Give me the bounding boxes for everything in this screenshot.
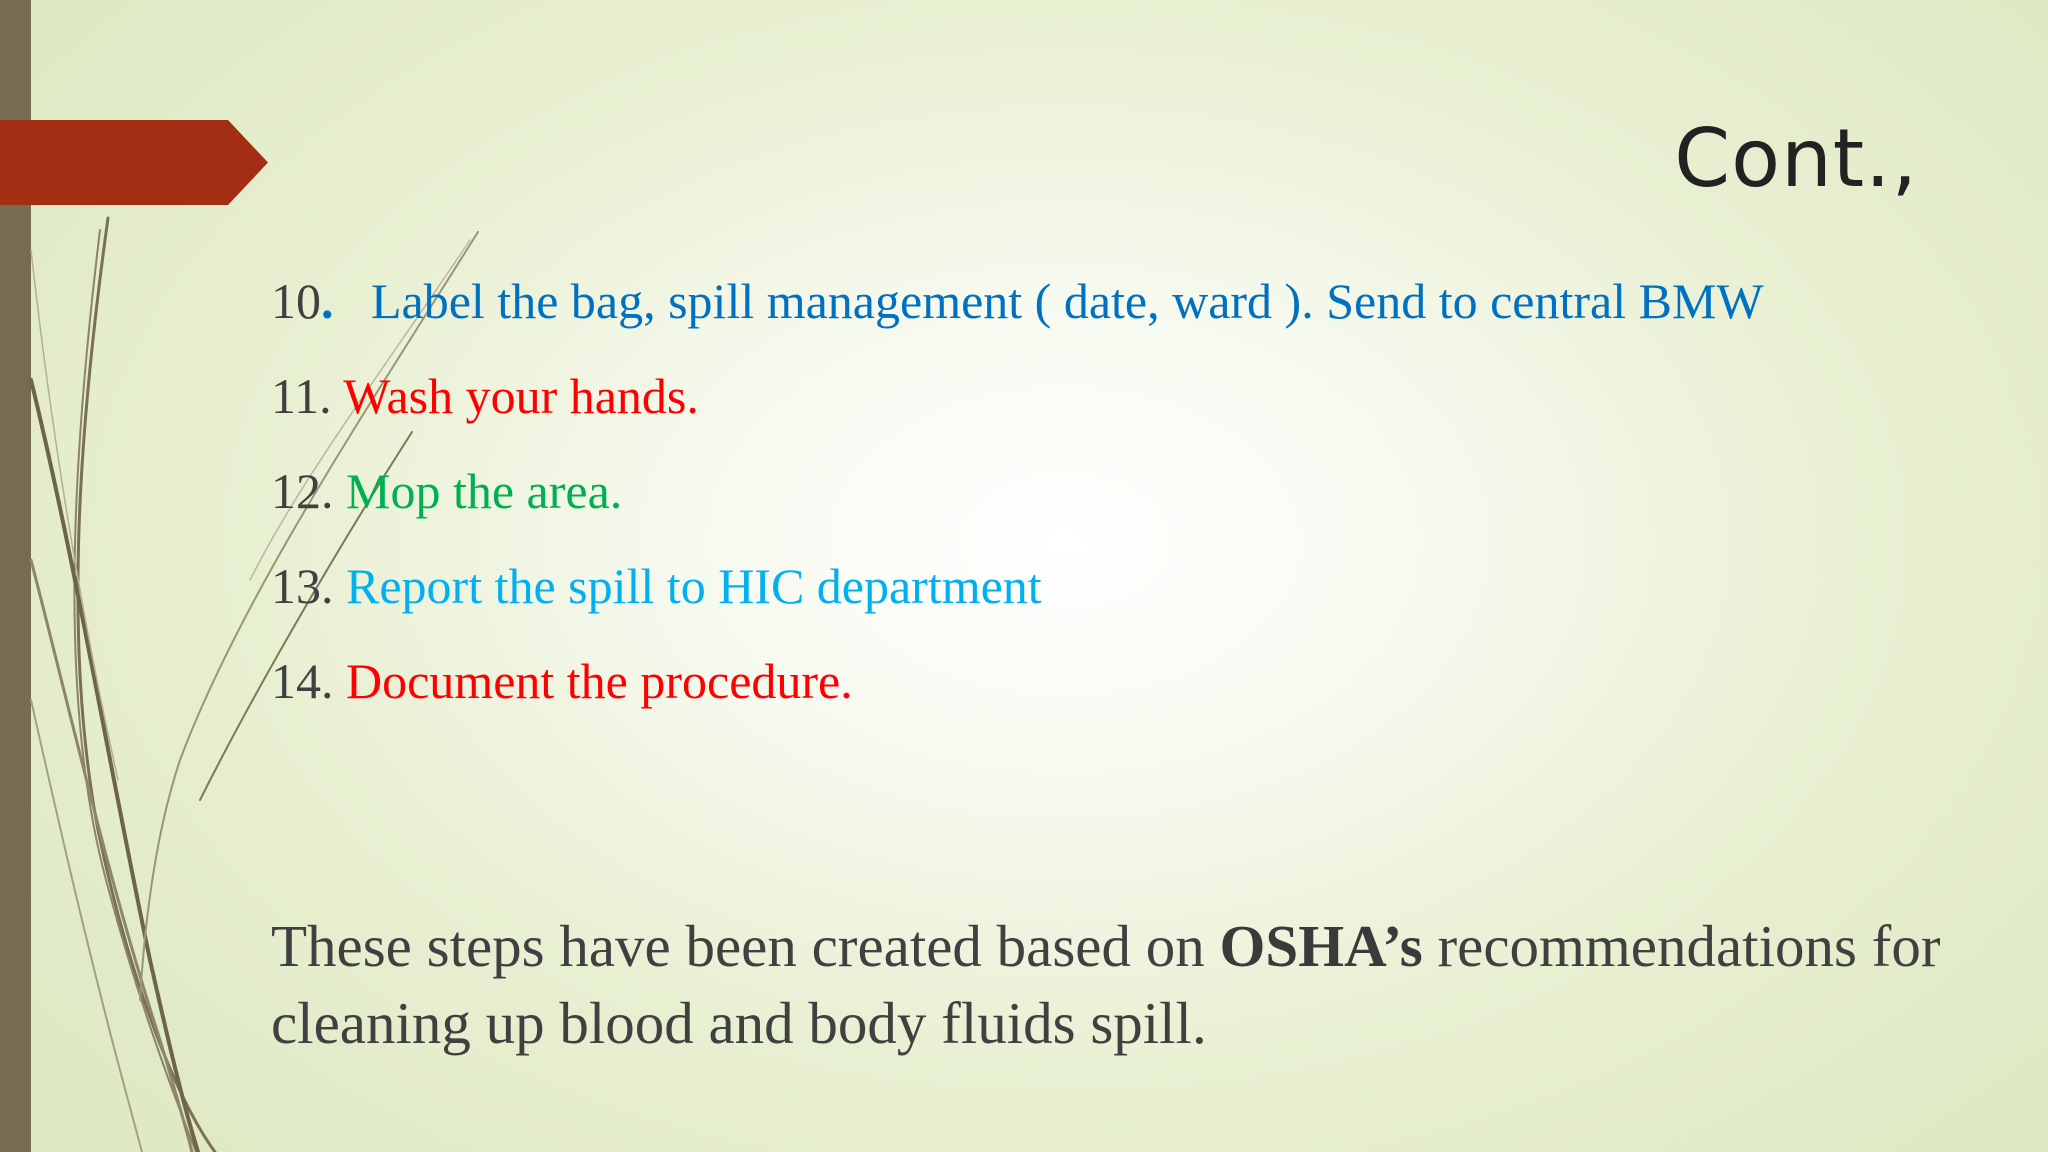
step-separator: . — [321, 463, 334, 519]
step-text: Mop the area. — [333, 463, 623, 519]
step-item — [271, 646, 1831, 716]
step-text: Report the spill to HIC department — [333, 558, 1042, 614]
step-number: 13 — [271, 558, 321, 614]
step-number: 14 — [271, 653, 321, 709]
step-item — [271, 456, 1831, 526]
step-separator: . — [319, 368, 332, 424]
slide-title: Cont., — [1674, 112, 1918, 205]
step-number: 11 — [271, 368, 320, 424]
step-text: Label the bag, spill management ( date, ward ). Send to central BMW — [333, 273, 1764, 329]
osha-note — [271, 908, 1971, 1062]
note-prefix: These steps have been created based on — [271, 913, 1220, 979]
note-emphasis: OSHA’s — [1219, 913, 1423, 979]
steps-list — [271, 266, 1831, 741]
note-suffix: recommendations for cleaning up blood and body fluids spill. — [271, 913, 1956, 1056]
step-number: 12 — [271, 463, 321, 519]
step-separator: . — [321, 558, 334, 614]
step-number: 10 — [271, 273, 321, 329]
step-separator: . — [321, 653, 334, 709]
step-item — [271, 551, 1831, 621]
step-item — [271, 361, 1831, 431]
step-text: Wash your hands. — [331, 368, 699, 424]
title-arrow-shape — [0, 120, 268, 205]
step-item — [271, 266, 1831, 336]
step-text: Document the procedure. — [333, 653, 853, 709]
step-separator: . — [321, 273, 334, 329]
